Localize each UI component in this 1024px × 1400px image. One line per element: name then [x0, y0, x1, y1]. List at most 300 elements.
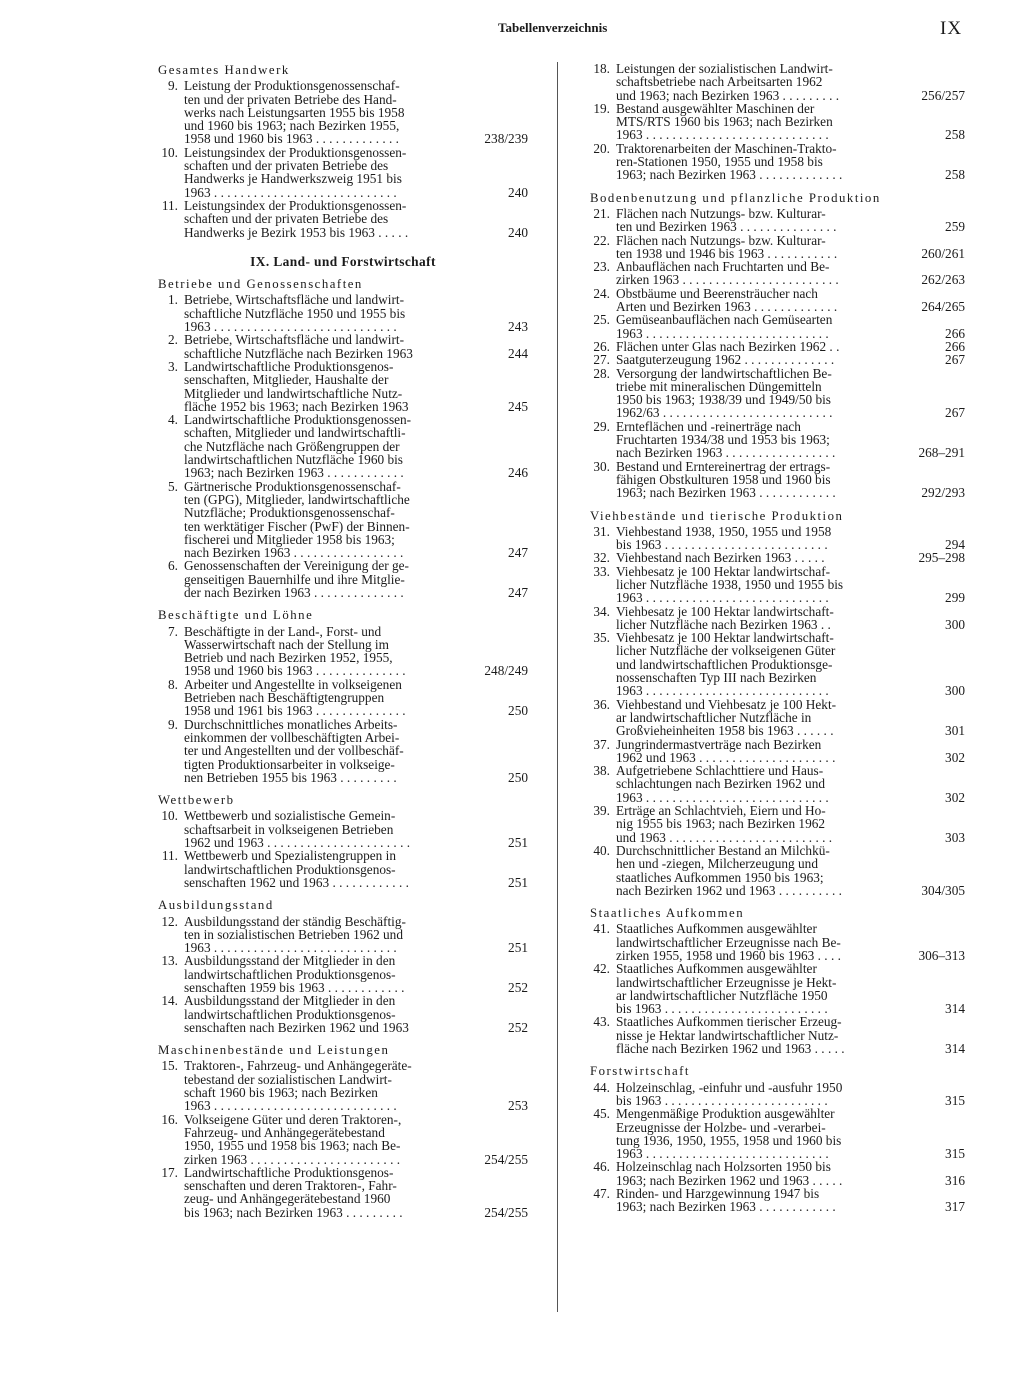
entry-number: 29. [593, 418, 610, 434]
entry-line: 1963; nach Bezirken 1962 und 1963 . . . . . [616, 1172, 843, 1188]
entry-line: Betriebe, Wirtschaftsfläche und landwirt- [184, 332, 405, 348]
toc-entry[interactable] [158, 625, 528, 678]
toc-entry[interactable] [590, 764, 965, 804]
entry-page-number: 302 [945, 789, 965, 805]
entry-text [616, 460, 896, 500]
entry-text [184, 293, 462, 333]
entry-line: zeug- und Anhängegerätebestand 1960 [184, 1191, 391, 1207]
entry-number: 12. [161, 913, 178, 929]
entry-line: 1950, 1955 und 1958 bis 1963; nach Be- [184, 1138, 401, 1154]
entry-line: der nach Bezirken 1963 . . . . . . . . . . . . . . [184, 584, 404, 600]
entry-number: 8. [168, 676, 178, 692]
toc-entry[interactable] [590, 631, 965, 697]
entry-line: Versorgung der landwirtschaftlichen Be- [616, 365, 832, 381]
toc-entry[interactable] [590, 922, 965, 962]
entry-line: schlachtungen nach Bezirken 1962 und [616, 776, 825, 792]
toc-entry[interactable] [158, 480, 528, 560]
entry-page-number: 254/255 [484, 1151, 528, 1167]
entry-page-number: 262/263 [921, 272, 965, 288]
toc-section [590, 1065, 965, 1213]
entry-line: Staatliches Aufkommen tierischer Erzeug- [616, 1014, 842, 1030]
toc-entry[interactable] [158, 994, 528, 1034]
entry-page-number: 260/261 [921, 245, 965, 261]
entry-page-number: 254/255 [484, 1204, 528, 1220]
entry-number: 31. [593, 523, 610, 539]
entry-line: Erträge an Schlachtvieh, Eiern und Ho- [616, 803, 826, 819]
entry-line: nig 1955 bis 1963; nach Bezirken 1962 [616, 816, 826, 832]
entry-line: Ausbildungsstand der Mitglieder in den [184, 953, 396, 969]
entry-line: Flächen nach Nutzungs- bzw. Kulturar- [616, 232, 826, 248]
entry-line: Durchschnittliches monatliches Arbeits- [184, 716, 398, 732]
section-title: Wettbewerb [158, 793, 235, 808]
toc-entry[interactable] [158, 1059, 528, 1112]
entry-line: licher Nutzfläche 1938, 1950 und 1955 bis [616, 576, 844, 592]
entry-number: 37. [593, 736, 610, 752]
entry-line: 1963; nach Bezirken 1963 . . . . . . . . . . . . [616, 1199, 836, 1215]
toc-entry[interactable] [590, 260, 965, 287]
entry-number: 18. [593, 61, 610, 76]
entry-text [616, 353, 896, 366]
toc-entry[interactable] [158, 199, 528, 239]
entry-line: einkommen der vollbeschäftigten Arbei- [184, 729, 400, 745]
entry-number: 5. [168, 478, 178, 494]
toc-entry[interactable] [158, 413, 528, 479]
toc-entry[interactable] [590, 353, 965, 366]
toc-entry[interactable] [158, 1113, 528, 1166]
entry-page-number: 251 [508, 940, 528, 956]
entry-page-number: 258 [945, 167, 965, 183]
toc-entry[interactable] [590, 313, 965, 340]
toc-entry[interactable] [590, 525, 965, 552]
entry-text [616, 207, 896, 234]
entry-text [184, 480, 462, 560]
entry-line: 1963 . . . . . . . . . . . . . . . . . . . . . . . . . . . . [616, 127, 829, 143]
section-title: Forstwirtschaft [590, 1064, 690, 1079]
toc-entry[interactable] [590, 340, 965, 353]
toc-entry[interactable] [590, 844, 965, 897]
entry-page-number: 266 [945, 338, 965, 354]
entry-line: und 1963 . . . . . . . . . . . . . . . . . . . . . . . . . [616, 829, 833, 845]
toc-section [590, 907, 965, 1055]
entry-line: Ernteflächen und -reinerträge nach [616, 418, 801, 434]
entry-line: 1963; nach Bezirken 1963 . . . . . . . . . . . . [184, 465, 404, 481]
entry-page-number: 252 [508, 980, 528, 995]
entry-line: 1963 . . . . . . . . . . . . . . . . . . . . . . . . . . . . [616, 590, 829, 606]
entry-line: Leistung der Produktionsgenossenschaf- [184, 78, 400, 94]
entry-text [616, 605, 896, 632]
entry-number: 32. [593, 550, 610, 566]
entry-line: schaften und der privaten Betriebe des [184, 158, 389, 174]
toc-entry[interactable] [590, 1015, 965, 1055]
entry-page-number: 301 [945, 723, 965, 739]
entry-number: 23. [593, 259, 610, 275]
entry-line: Viehbestand 1938, 1950, 1955 und 1958 [616, 523, 832, 539]
entry-line: senschaften nach Bezirken 1962 und 1963 [184, 1019, 409, 1035]
entry-line: staatliches Aufkommen 1950 bis 1963; [616, 869, 824, 885]
entry-line: ten (GPG), Mitglieder, landwirtschaftliche [184, 491, 410, 507]
entry-page-number: 243 [508, 319, 528, 335]
entry-number: 14. [161, 993, 178, 1009]
entry-line: schaften, Mitglieder und landwirtschaftli- [184, 425, 406, 441]
entry-line: Holzeinschlag nach Holzsorten 1950 bis [616, 1159, 831, 1175]
entry-number: 6. [168, 558, 178, 574]
section-title: Bodenbenutzung und pflanzliche Produktion [590, 190, 881, 205]
entry-line: 1958 und 1960 bis 1963 . . . . . . . . . . . . . . [184, 663, 406, 679]
entry-line: landwirtschaftlichen Produktionsgenos- [184, 1006, 396, 1022]
entry-line: Holzeinschlag, -einfuhr und -ausfuhr 1950 [616, 1079, 843, 1095]
entry-page-number: 256/257 [921, 87, 965, 103]
entry-number: 36. [593, 696, 610, 712]
entry-line: ar landwirtschaftlicher Nutzfläche 1950 [616, 987, 828, 1003]
entry-line: Wettbewerb und Spezialistengruppen in [184, 848, 396, 864]
entry-line: landwirtschaftlichen Nutzfläche 1960 bis [184, 452, 403, 468]
entry-number: 28. [593, 365, 610, 381]
entry-number: 2. [168, 332, 178, 348]
entry-line: 1963; nach Bezirken 1963 . . . . . . . . . . . . . [616, 167, 843, 183]
entry-line: Staatliches Aufkommen ausgewählter [616, 921, 817, 937]
entry-line: Viehbesatz je 100 Hektar landwirtschaf- [616, 563, 831, 579]
chapter-title: IX. Land- und Forstwirtschaft [250, 253, 436, 269]
toc-entry[interactable] [590, 1107, 965, 1160]
entry-line: schaften und der privaten Betriebe des [184, 211, 389, 227]
entry-number: 21. [593, 205, 610, 221]
entry-line: schaftsbetriebe nach Arbeitsarten 1962 [616, 74, 823, 90]
entry-number: 16. [161, 1111, 178, 1127]
entry-line: Saatguterzeugung 1962 . . . . . . . . . . . . . . [616, 352, 835, 368]
entry-text [184, 1059, 462, 1112]
entry-line: Betrieben nach Beschäftigtengruppen [184, 690, 385, 706]
left-column [158, 62, 528, 1229]
entry-page-number: 302 [945, 749, 965, 765]
entry-line: Landwirtschaftliche Produktionsgenos- [184, 1164, 394, 1180]
entry-page-number: 294 [945, 537, 965, 553]
entry-line: und 1963; nach Bezirken 1963 . . . . . . . . . [616, 87, 840, 103]
entry-text [184, 333, 462, 360]
entry-line: tigten Produktionsarbeiter in volkseige- [184, 756, 395, 772]
entry-text [616, 287, 896, 314]
entry-text [616, 631, 896, 697]
entry-line: hen und -ziegen, Milcherzeugung und [616, 856, 818, 872]
entry-text [616, 102, 896, 142]
entry-line: werks nach Leistungsarten 1955 bis 1958 [184, 104, 405, 120]
entry-line: Großvieheinheiten 1958 bis 1963 . . . . . . [616, 723, 834, 739]
toc-section [158, 255, 528, 268]
entry-line: Traktoren-, Fahrzeug- und Anhängegeräte- [184, 1058, 412, 1074]
entry-line: Betriebe, Wirtschaftsfläche und landwirt- [184, 292, 405, 308]
entry-number: 44. [593, 1079, 610, 1095]
entry-line: Landwirtschaftliche Produktionsgenos- [184, 358, 394, 374]
toc-section [158, 278, 528, 599]
entry-line: Wettbewerb und sozialistische Gemein- [184, 808, 396, 824]
entry-line: schaftliche Nutzfläche 1950 und 1955 bis [184, 305, 406, 321]
entry-line: Wasserwirtschaft nach der Stellung im [184, 636, 389, 652]
entry-line: schaft 1960 bis 1963; nach Bezirken [184, 1085, 378, 1101]
toc-entry[interactable] [590, 62, 965, 102]
entry-page-number: 247 [508, 545, 528, 561]
entry-number: 22. [593, 232, 610, 248]
entry-line: und landwirtschaftlichen Produktionsge- [616, 656, 833, 672]
entry-line: licher Nutzfläche nach Bezirken 1963 . . [616, 616, 831, 632]
entry-page-number: 315 [945, 1146, 965, 1162]
entry-line: fläche nach Bezirken 1962 und 1963 . . . . . [616, 1041, 845, 1057]
entry-text [616, 1187, 896, 1214]
entry-page-number: 251 [508, 835, 528, 851]
entry-line: ter und Angestellten und der vollbeschäf- [184, 743, 404, 759]
entry-line: Leistungen der sozialistischen Landwirt- [616, 61, 833, 76]
entry-line: nossenschaften Typ III nach Bezirken [616, 670, 817, 686]
toc-entry[interactable] [158, 146, 528, 199]
entry-page-number: 246 [508, 465, 528, 481]
entry-number: 41. [593, 921, 610, 937]
entry-number: 25. [593, 312, 610, 328]
entry-line: 1958 und 1960 bis 1963 . . . . . . . . . . . . . [184, 131, 399, 147]
toc-section [158, 899, 528, 1034]
toc-entry[interactable] [158, 849, 528, 889]
toc-entry[interactable] [590, 1081, 965, 1108]
toc-entry[interactable] [590, 367, 965, 420]
toc-entry[interactable] [590, 551, 965, 564]
entry-line: ten und Bezirken 1963 . . . . . . . . . . . . . . . [616, 219, 837, 235]
entry-text [616, 420, 896, 460]
entry-text [616, 62, 896, 102]
toc-entry[interactable] [158, 1166, 528, 1219]
entry-line: zirken 1963 . . . . . . . . . . . . . . . . . . . . . . . [184, 1151, 401, 1167]
entry-line: landwirtschaftlichen Produktionsgenos- [184, 861, 396, 877]
entry-line: che Nutzfläche nach Größengruppen der [184, 438, 400, 454]
section-title: Viehbestände und tierische Produktion [590, 508, 844, 523]
toc-entry[interactable] [590, 698, 965, 738]
entry-page-number: 266 [945, 325, 965, 341]
entry-text [616, 565, 896, 605]
entry-line: zirken 1955, 1958 und 1960 bis 1963 . . . . [616, 948, 841, 963]
entry-line: senschaften 1962 und 1963 . . . . . . . . . . . . [184, 874, 409, 890]
entry-line: ten und der privaten Betriebe des Hand- [184, 91, 397, 107]
entry-line: genseitigen Bauernhilfe und ihre Mitglie- [184, 571, 405, 587]
toc-entry[interactable] [590, 1187, 965, 1214]
entry-text [184, 1113, 462, 1166]
entry-text [616, 142, 896, 182]
entry-line: Landwirtschaftliche Produktionsgenossen- [184, 412, 412, 428]
toc-section [158, 1044, 528, 1219]
entry-number: 7. [168, 623, 178, 639]
toc-entry[interactable] [158, 333, 528, 360]
entry-line: Bestand ausgewählter Maschinen der [616, 100, 815, 116]
entry-number: 20. [593, 140, 610, 156]
entry-line: Fruchtarten 1934/38 und 1953 bis 1963; [616, 432, 830, 448]
entry-text [616, 922, 896, 962]
toc-entry[interactable] [158, 678, 528, 718]
toc-entry[interactable] [590, 234, 965, 261]
entry-number: 19. [593, 100, 610, 116]
entry-text [184, 1166, 462, 1219]
section-title: Staatliches Aufkommen [590, 906, 745, 921]
entry-text [616, 260, 896, 287]
entry-number: 11. [161, 848, 178, 864]
entry-number: 40. [593, 842, 610, 858]
entry-text [184, 954, 462, 994]
entry-page-number: 251 [508, 874, 528, 890]
toc-entry[interactable] [590, 738, 965, 765]
entry-page-number: 306–313 [918, 948, 965, 963]
entry-page-number: 317 [945, 1199, 965, 1215]
entry-text [184, 678, 462, 718]
toc-entry[interactable] [158, 293, 528, 333]
entry-text [184, 79, 462, 145]
toc-entry[interactable] [590, 962, 965, 1015]
toc-section [590, 62, 965, 182]
entry-page-number: 250 [508, 769, 528, 785]
entry-line: MTS/RTS 1960 bis 1963; nach Bezirken [616, 114, 833, 130]
toc-entry[interactable] [158, 559, 528, 599]
entry-line: ten werktätiger Fischer (PwF) der Binnen- [184, 518, 410, 534]
entry-number: 33. [593, 563, 610, 579]
entry-page-number: 247 [508, 584, 528, 600]
entry-number: 27. [593, 352, 610, 368]
entry-page-number: 252 [508, 1019, 528, 1035]
entry-page-number: 316 [945, 1172, 965, 1188]
entry-number: 24. [593, 285, 610, 301]
entry-number: 35. [593, 630, 610, 646]
entry-text [616, 313, 896, 340]
entry-line: fähigen Obstkulturen 1958 und 1960 bis [616, 471, 831, 487]
entry-page-number: 303 [945, 829, 965, 845]
toc-entry[interactable] [590, 605, 965, 632]
entry-line: Anbauflächen nach Fruchtarten und Be- [616, 259, 830, 275]
toc-entry[interactable] [158, 360, 528, 413]
entry-line: nach Bezirken 1962 und 1963 . . . . . . . . . . [616, 882, 843, 898]
entry-text [616, 367, 896, 420]
page-header-title: Tabellenverzeichnis [498, 20, 608, 35]
toc-entry[interactable] [590, 142, 965, 182]
entry-line: 1963 . . . . . . . . . . . . . . . . . . . . . . . . . . . . [184, 184, 397, 200]
entry-line: 1958 und 1961 bis 1963 . . . . . . . . . . . . . . [184, 703, 406, 719]
entry-line: Erzeugnisse der Holzbe- und -verarbei- [616, 1119, 826, 1135]
entry-text [616, 764, 896, 804]
toc-section [158, 64, 528, 239]
entry-line: schaftsarbeit in volkseigenen Betrieben [184, 821, 394, 837]
entry-text [616, 1107, 896, 1160]
entry-line: tung 1936, 1950, 1955, 1958 und 1960 bis [616, 1132, 842, 1148]
entry-line: bis 1963; nach Bezirken 1963 . . . . . . . . . [184, 1204, 403, 1220]
entry-line: landwirtschaftlicher Erzeugnisse nach Be- [616, 934, 841, 950]
entry-line: Viehbesatz je 100 Hektar landwirtschaft- [616, 603, 834, 619]
toc-entry[interactable] [158, 79, 528, 145]
entry-number: 45. [593, 1106, 610, 1122]
entry-number: 38. [593, 763, 610, 779]
entry-text [616, 234, 896, 261]
entry-line: Obstbäume und Beerensträucher nach [616, 285, 818, 301]
entry-text [616, 340, 896, 353]
column-divider [557, 62, 558, 1312]
toc-entry[interactable] [158, 954, 528, 994]
entry-text [184, 413, 462, 479]
entry-text [184, 849, 462, 889]
entry-number: 9. [168, 716, 178, 732]
entry-line: licher Nutzfläche der volkseigenen Güter [616, 643, 836, 659]
entry-number: 26. [593, 338, 610, 354]
entry-line: senschaften 1959 bis 1963 . . . . . . . . . . . . [184, 980, 405, 995]
entry-line: 1963 . . . . . . . . . . . . . . . . . . . . . . . . . . . . [616, 789, 829, 805]
toc-section [158, 794, 528, 889]
entry-page-number: 299 [945, 590, 965, 606]
toc-entry[interactable] [590, 207, 965, 234]
entry-number: 4. [168, 412, 178, 428]
toc-section [158, 609, 528, 784]
toc-entry[interactable] [590, 804, 965, 844]
entry-line: Ausbildungsstand der Mitglieder in den [184, 993, 396, 1009]
entry-page-number: 259 [945, 219, 965, 235]
toc-entry[interactable] [158, 809, 528, 849]
entry-line: 1963; nach Bezirken 1963 . . . . . . . . . . . . [616, 485, 836, 501]
entry-line: 1963 . . . . . . . . . . . . . . . . . . . . . . . . . . . . [616, 683, 829, 699]
entry-line: bis 1963 . . . . . . . . . . . . . . . . . . . . . . . . . [616, 537, 828, 553]
entry-page-number: 240 [508, 224, 528, 240]
entry-line: nach Bezirken 1963 . . . . . . . . . . . . . . . . . [184, 545, 404, 561]
entry-page-number: 244 [508, 345, 528, 361]
entry-line: bis 1963 . . . . . . . . . . . . . . . . . . . . . . . . . [616, 1001, 828, 1017]
toc-entry[interactable] [590, 102, 965, 142]
entry-line: nach Bezirken 1963 . . . . . . . . . . . . . . . . . [616, 445, 836, 461]
entry-line: 1963 . . . . . . . . . . . . . . . . . . . . . . . . . . . . [184, 319, 397, 335]
entry-line: Flächen unter Glas nach Bezirken 1962 . . [616, 338, 840, 354]
entry-number: 43. [593, 1014, 610, 1030]
entry-text [616, 804, 896, 844]
entry-line: ren-Stationen 1950, 1955 und 1958 bis [616, 154, 823, 170]
entry-page-number: 245 [508, 398, 528, 414]
entry-number: 10. [161, 808, 178, 824]
entry-line: Handwerks je Bezirk 1953 bis 1963 . . . . . [184, 224, 409, 240]
entry-line: Mitglieder und landwirtschaftliche Nutz- [184, 385, 403, 401]
entry-number: 9. [168, 78, 178, 94]
toc-entry[interactable] [590, 460, 965, 500]
toc-section [590, 510, 965, 898]
toc-entry[interactable] [590, 287, 965, 314]
entry-line: 1950 bis 1963; 1938/39 und 1949/50 bis [616, 392, 831, 408]
entry-text [616, 738, 896, 765]
entry-line: tebestand der sozialistischen Landwirt- [184, 1071, 392, 1087]
entry-number: 15. [161, 1058, 178, 1074]
entry-line: 1962 und 1963 . . . . . . . . . . . . . . . . . . . . . . [184, 835, 411, 851]
entry-line: Flächen nach Nutzungs- bzw. Kulturar- [616, 205, 826, 221]
section-title: Maschinenbestände und Leistungen [158, 1043, 390, 1058]
entry-page-number: 295–298 [918, 550, 965, 566]
entry-line: senschaften, Mitglieder, Haushalte der [184, 372, 389, 388]
entry-text [616, 525, 896, 552]
entry-number: 1. [168, 292, 178, 308]
entry-page-number: 314 [945, 1041, 965, 1057]
entry-line: 1962/63 . . . . . . . . . . . . . . . . . . . . . . . . . . [616, 405, 833, 421]
entry-number: 10. [161, 144, 178, 160]
entry-line: Nutzfläche; Produktionsgenossenschaf- [184, 505, 395, 521]
toc-entry[interactable] [158, 915, 528, 955]
entry-page-number: 253 [508, 1098, 528, 1114]
entry-line: Viehbesatz je 100 Hektar landwirtschaft- [616, 630, 834, 646]
entry-text [616, 1015, 896, 1055]
toc-entry[interactable] [590, 420, 965, 460]
entry-line: Fahrzeug- und Anhängegerätebestand [184, 1124, 385, 1140]
entry-text [184, 199, 462, 239]
entry-line: Jungrindermastverträge nach Bezirken [616, 736, 822, 752]
toc-entry[interactable] [158, 718, 528, 784]
entry-text [184, 625, 462, 678]
entry-number: 34. [593, 603, 610, 619]
entry-line: fischerei und Mitglieder 1958 bis 1963; [184, 531, 395, 547]
entry-line: Staatliches Aufkommen ausgewählter [616, 961, 817, 977]
entry-line: Genossenschaften der Vereinigung der ge- [184, 558, 409, 574]
entry-line: 1962 und 1963 . . . . . . . . . . . . . . . . . . . . . [616, 749, 836, 765]
toc-entry[interactable] [590, 1160, 965, 1187]
toc-entry[interactable] [590, 565, 965, 605]
